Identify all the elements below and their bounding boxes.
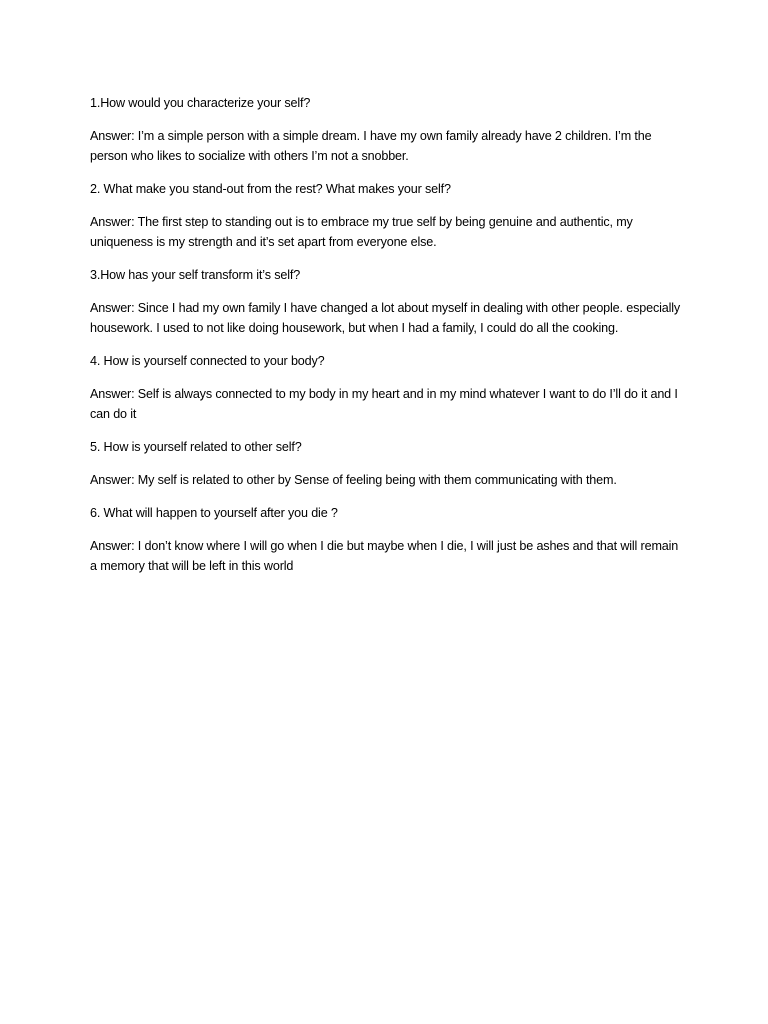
qa-item-2 [90,179,686,252]
qa-item-5 [90,437,686,490]
answer-text: Answer: I’m a simple person with a simple dream. I have my own family already have 2 children. I’m the person who likes to socialize with others I’m not a snobber. [90,129,652,163]
answer-text: Answer: Since I had my own family I have changed a lot about myself in dealing with other people. especially housework. I used to not like doing housework, but when I had a family, I could do all the cooking. [90,301,681,335]
question-text: 4. How is yourself connected to your body? [90,354,325,368]
question-text: 5. How is yourself related to other self? [90,440,302,454]
qa-item-3 [90,265,686,338]
qa-item-1 [90,93,686,166]
answer-text: Answer: Self is always connected to my body in my heart and in my mind whatever I want to do I’ll do it and I can do it [90,387,678,421]
question-text: 2. What make you stand-out from the rest? What makes your self? [90,182,451,196]
answer-text: Answer: The first step to standing out is to embrace my true self by being genuine and authentic, my uniqueness is my strength and it’s set apart from everyone else. [90,215,633,249]
document-page [90,93,686,589]
question-text: 1.How would you characterize your self? [90,96,311,110]
answer-text: Answer: My self is related to other by Sense of feeling being with them communicating with them. [90,473,617,487]
qa-item-4 [90,351,686,424]
question-text: 3.How has your self transform it’s self? [90,268,301,282]
question-text: 6. What will happen to yourself after you die ? [90,506,338,520]
qa-item-6 [90,503,686,576]
answer-text: Answer: I don’t know where I will go when I die but maybe when I die, I will just be ashes and that will remain a memory that will be left in this world [90,539,679,573]
